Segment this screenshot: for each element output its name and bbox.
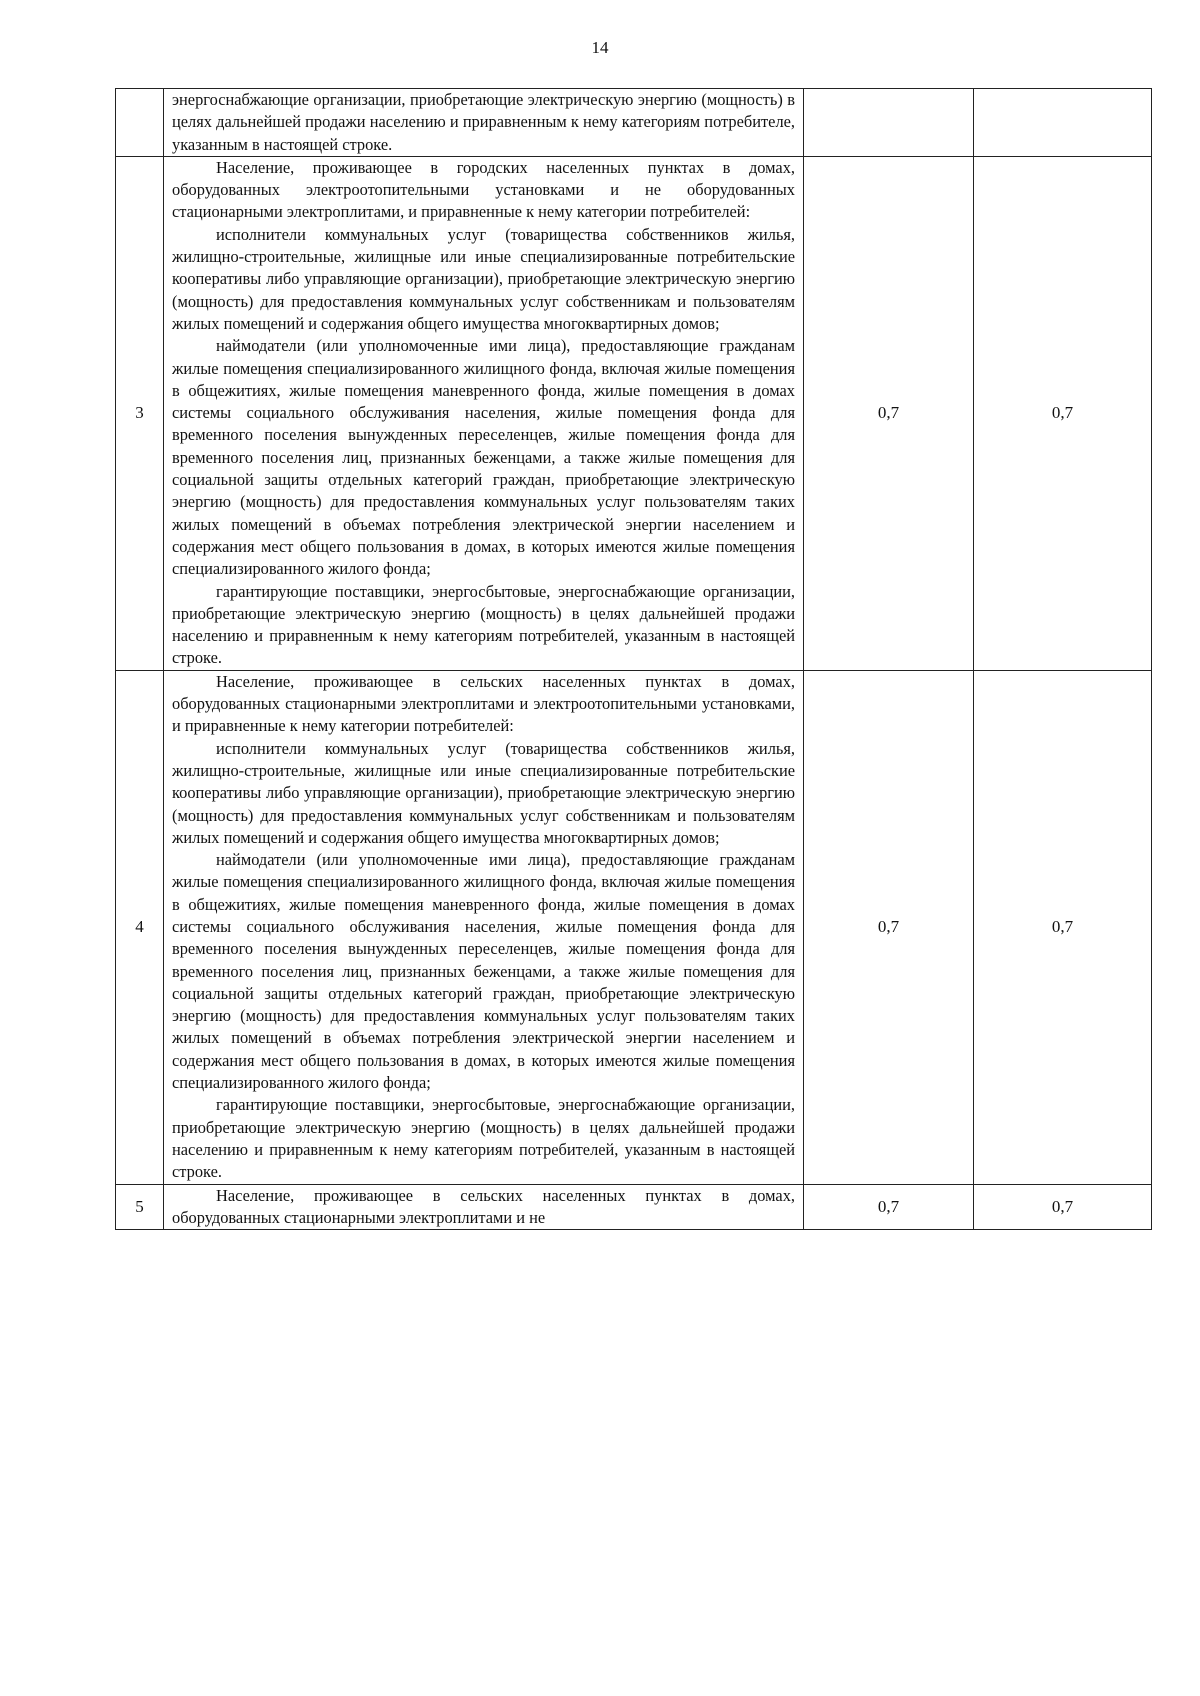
value-cell-2: 0,7 — [974, 1184, 1152, 1230]
paragraph: исполнители коммунальных услуг (товарищества собственников жилья, жилищно-строительные, жилищные или иные специализированные потребительские кооперативы либо управляющие организации), приобретающие электрическую энергию (мощность) для предоставления коммунальных услуг собственникам и пользователям жилых помещений и содержания общего имущества многоквартирных домов; — [172, 738, 795, 847]
row-description-cell — [164, 670, 804, 1184]
table-row — [116, 89, 1152, 157]
row-description-cell — [164, 1184, 804, 1230]
paragraph: энергоснабжающие организации, приобретающие электрическую энергию (мощность) в целях дальнейшей продажи населению и приравненным к нему категориям потребителе, указанным в настоящей строке. — [172, 90, 795, 154]
value-cell-1: 0,7 — [804, 670, 974, 1184]
value-cell-2: 0,7 — [974, 670, 1152, 1184]
table-row — [116, 1184, 1152, 1230]
value-cell-1: 0,7 — [804, 156, 974, 670]
row-description-cell — [164, 89, 804, 157]
value-cell-1: 0,7 — [804, 1184, 974, 1230]
row-number-cell: 4 — [116, 670, 164, 1184]
row-description-cell — [164, 156, 804, 670]
tariff-table — [115, 88, 1152, 1230]
table-row — [116, 670, 1152, 1184]
paragraph: Население, проживающее в сельских населенных пунктах в домах, оборудованных стационарными электроплитами и не — [172, 1185, 795, 1227]
paragraph: гарантирующие поставщики, энергосбытовые, энергоснабжающие организации, приобретающие электрическую энергию (мощность) в целях дальнейшей продажи населению и приравненным к нему категориям потребителей, указанным в настоящей строке. — [172, 1095, 795, 1182]
row-number-cell: 3 — [116, 156, 164, 670]
paragraph: наймодатели (или уполномоченные ими лица), предоставляющие гражданам жилые помещения специализированного жилищного фонда, включая жилые помещения в общежитиях, жилые помещения маневренного фонда, жилые помещения в домах системы социального обслуживания населения, жилые помещения фонда для временного поселения вынужденных переселенцев, жилые помещения фонда для временного поселения лиц, признанных беженцами, а также жилые помещения для социальной защиты отдельных категорий граждан, приобретающие электрическую энергию (мощность) для предоставления коммунальных услуг пользователям таких жилых помещений в объемах потребления электрической энергии населением и содержания мест общего пользования в домах, в которых имеются жилые помещения специализированного жилого фонда; — [172, 336, 795, 579]
paragraph: Население, проживающее в сельских населенных пунктах в домах, оборудованных стационарными электроплитами и электроотопительными установками, и приравненные к нему категории потребителей: — [172, 671, 795, 736]
table-row — [116, 156, 1152, 670]
value-cell-2: 0,7 — [974, 156, 1152, 670]
paragraph: гарантирующие поставщики, энергосбытовые, энергоснабжающие организации, приобретающие электрическую энергию (мощность) в целях дальнейшей продажи населению и приравненным к нему категориям потребителей, указанным в настоящей строке. — [172, 581, 795, 668]
value-cell-2 — [974, 89, 1152, 157]
paragraph: исполнители коммунальных услуг (товарищества собственников жилья, жилищно-строительные, жилищные или иные специализированные потребительские кооперативы либо управляющие организации), приобретающие электрическую энергию (мощность) для предоставления коммунальных услуг собственникам и пользователям жилых помещений и содержания общего имущества многоквартирных домов; — [172, 224, 795, 333]
row-number-cell — [116, 89, 164, 157]
page-number: 14 — [591, 38, 609, 57]
paragraph: Население, проживающее в городских населенных пунктах в домах, оборудованных электроотопительными установками и не оборудованных стационарными электроплитами, и приравненные к нему категории потребителей: — [172, 157, 795, 222]
value-cell-1 — [804, 89, 974, 157]
row-number-cell: 5 — [116, 1184, 164, 1230]
paragraph: наймодатели (или уполномоченные ими лица), предоставляющие гражданам жилые помещения специализированного жилищного фонда, включая жилые помещения в общежитиях, жилые помещения маневренного фонда, жилые помещения в домах системы социального обслуживания населения, жилые помещения фонда для временного поселения вынужденных переселенцев, жилые помещения фонда для временного поселения лиц, признанных беженцами, а также жилые помещения для социальной защиты отдельных категорий граждан, приобретающие электрическую энергию (мощность) для предоставления коммунальных услуг пользователям таких жилых помещений в объемах потребления электрической энергии населением и содержания мест общего пользования в домах, в которых имеются жилые помещения специализированного жилого фонда; — [172, 850, 795, 1093]
